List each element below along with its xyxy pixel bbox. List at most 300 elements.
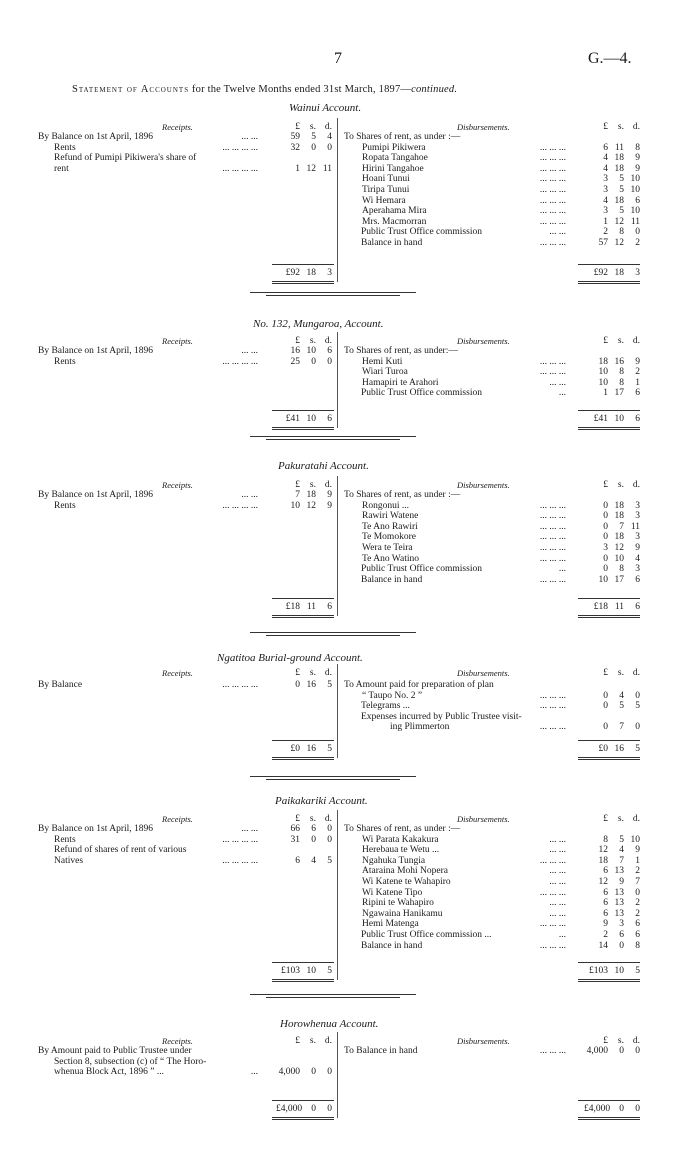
title-caps: Statement of Accounts [72,84,190,95]
receipt-amount-pence: 0 [327,142,332,153]
receipts-header: Receipts. [162,1036,193,1046]
receipt-amount [276,835,336,846]
receipt-amount-pounds: 7 [295,490,300,500]
receipt-amount [276,1067,336,1078]
dot-leader: ... ... ... [539,553,566,564]
disbursements-total [584,744,644,755]
disbursement-amount-pounds: 12 [598,845,608,856]
receipts-total-pounds: £41 [285,414,300,424]
currency-unit: £ [603,336,608,346]
disbursement-amount-shillings: 8 [619,564,624,575]
disbursement-amount-pounds: 1 [603,216,608,227]
disbursement-amount [584,532,644,543]
disbursement-amount-shillings: 10 [614,553,624,564]
receipt-amount-shillings: 5 [311,132,316,142]
receipt-item: By Amount paid to Public Trustee under [38,1046,192,1056]
receipts-total-pounds: £103 [281,966,300,976]
dot-leader: ... ... ... [539,142,566,153]
disbursement-amount-shillings: 5 [619,701,624,712]
section-separator [250,776,416,777]
disbursement-item: Te Ano Watino [362,553,419,564]
column-divider [337,476,338,616]
disbursements-total-shillings: 0 [619,1104,624,1114]
disbursement-amount-pence: 3 [635,532,640,543]
disbursement-amount-shillings: 6 [619,930,624,940]
dot-leader: ... ... ... [539,195,566,206]
dot-leader: ... ... ... [539,521,566,532]
disbursement-amount-pence: 2 [635,908,640,919]
disbursement-amount [584,227,644,238]
disbursement-amount [584,511,644,522]
disbursement-amount-pence: 9 [635,153,640,164]
disbursement-item: Public Trust Office commission [361,388,482,399]
receipt-item: Rents [54,500,76,511]
receipts-total-pence: 5 [327,966,332,976]
receipt-amount [276,680,336,691]
disbursements-total-shillings: 11 [614,602,624,612]
disbursements-total-rule [578,410,640,411]
disbursements-total [584,966,644,977]
disbursements-total-shillings: 18 [614,268,624,278]
disbursement-item: Aperahama Mira [362,206,427,217]
disbursements-currency-units [584,668,644,679]
column-divider [337,118,338,282]
receipt-amount-shillings: 0 [311,356,316,367]
disbursement-amount [584,522,644,533]
disbursement-amount-shillings: 8 [619,377,624,388]
receipts-total-shillings: 10 [306,414,316,424]
disbursements-total-double-rule [578,979,640,982]
receipt-amount-pence: 6 [327,346,332,356]
receipt-amount-shillings: 0 [311,1067,316,1078]
disbursement-amount-pounds: 4 [603,163,608,174]
dot-leader: ... ... ... [539,574,566,585]
account-title: Wainui Account. [289,102,362,114]
receipts-total-rule [272,1100,334,1101]
disbursement-item: Hoani Tunui [362,174,410,185]
disbursement-amount-pence: 9 [635,163,640,174]
currency-unit: s. [309,1036,316,1046]
receipt-amount [276,856,336,867]
receipts-header: Receipts. [162,814,193,824]
account-title: Paikakariki Account. [275,795,368,807]
section-separator [250,994,416,995]
disbursement-amount [584,164,644,175]
disbursement-amount [584,575,644,586]
disbursement-amount-shillings: 18 [614,195,624,206]
currency-unit: s. [309,336,316,346]
dot-leader: ... ... ... ... [222,163,258,174]
disbursements-total-pence: 5 [635,966,640,976]
dot-leader: ... ... ... [539,532,566,543]
receipts-total [276,1104,336,1115]
currency-unit: d. [632,668,640,678]
disbursement-amount-pence: 9 [635,845,640,856]
disbursement-amount-pounds: 6 [603,142,608,153]
currency-unit: d. [632,336,640,346]
disbursement-amount-pence: 6 [635,195,640,206]
receipts-total-pounds: £0 [290,744,300,754]
disbursement-item: To Amount paid for preparation of plan [344,680,494,690]
disbursements-total-double-rule [578,1117,640,1120]
disbursement-amount-pounds: 6 [603,866,608,877]
disbursement-amount-pounds: 0 [603,511,608,522]
disbursements-total-pounds: £4,000 [584,1104,611,1114]
disbursement-item: To Shares of rent, as under:— [344,346,458,356]
receipts-total-rule [272,962,334,963]
receipt-amount-pence: 5 [327,855,332,866]
disbursement-amount-pence: 9 [635,543,640,553]
receipt-item: whenua Block Act, 1896 ” ... [54,1067,165,1078]
receipt-amount-pence: 4 [327,132,332,142]
disbursement-amount-shillings: 11 [614,142,624,153]
disbursement-item: Public Trust Office commission ... [361,930,492,940]
disbursement-amount-shillings: 9 [619,877,624,887]
disbursements-total-shillings: 16 [614,744,624,754]
section-separator [250,436,416,437]
currency-unit: s. [617,480,624,490]
receipts-currency-units [276,1036,336,1047]
disbursement-item: Telegrams ... [361,701,410,712]
currency-unit: £ [603,668,608,678]
statement-title [72,84,457,95]
receipt-amount-pence: 9 [327,490,332,500]
disbursement-amount [584,543,644,554]
currency-unit: £ [295,336,300,346]
dot-leader: ... ... [549,834,566,845]
disbursement-amount [584,1046,644,1057]
receipt-amount-pounds: 1 [295,163,300,174]
account-title: No. 132, Mungaroa, Account. [253,318,384,330]
currency-unit: d. [632,814,640,824]
disbursement-amount-pounds: 6 [603,887,608,898]
receipt-item: Natives [54,855,84,866]
disbursement-amount [584,185,644,196]
disbursement-amount-pounds: 0 [603,500,608,511]
receipt-amount [276,132,336,143]
disbursement-amount-shillings: 13 [614,898,624,909]
disbursement-item: To Shares of rent, as under :— [344,132,461,142]
disbursement-item: Balance in hand [361,940,423,951]
disbursement-amount-pence: 2 [635,898,640,909]
receipt-amount [276,357,336,368]
disbursement-amount [584,701,644,712]
disbursement-item: “ Taupo No. 2 ” [362,690,423,701]
disbursement-amount-pence: 11 [630,521,640,532]
disbursement-amount-pence: 3 [635,564,640,575]
receipt-amount [276,824,336,835]
receipt-item: Section 8, subsection (c) of “ The Horo- [54,1056,207,1067]
disbursement-amount-shillings: 7 [619,521,624,532]
currency-unit: d. [324,814,332,824]
receipts-total-rule [272,598,334,599]
disbursement-amount-pence: 3 [635,500,640,511]
disbursement-amount-shillings: 8 [619,367,624,378]
disbursement-amount-pence: 10 [630,206,640,217]
disbursements-total [584,1104,644,1115]
disbursement-amount-shillings: 12 [614,543,624,553]
dot-leader: ... ... ... [539,722,566,733]
disbursements-total-pounds: £41 [593,414,608,424]
currency-unit: s. [309,480,316,490]
receipt-item: Rents [54,834,76,845]
receipt-amount-pence: 0 [327,834,332,845]
disbursements-total [584,268,644,279]
receipts-total-pence: 6 [327,414,332,424]
disbursement-item: Rongonui ... [362,500,409,511]
receipts-total-pence: 3 [327,268,332,278]
disbursement-amount-pence: 8 [635,940,640,951]
receipt-amount-pence: 0 [327,824,332,834]
disbursement-amount-pounds: 0 [603,564,608,575]
receipts-total-double-rule [272,1117,334,1120]
disbursement-amount-pence: 0 [635,227,640,238]
disbursement-item: Hemi Kuti [362,356,403,367]
disbursement-item: To Balance in hand [344,1046,418,1056]
account-title: Horowhenua Account. [280,1018,379,1030]
dot-leader: ... ... [241,490,258,500]
disbursement-amount-shillings: 5 [619,206,624,217]
disbursement-amount-shillings: 16 [614,356,624,367]
receipt-amount [276,490,336,501]
receipts-total-rule [272,264,334,265]
receipt-amount-pence: 0 [327,1067,332,1078]
disbursement-item: Wiari Turoa [362,367,408,378]
disbursement-amount-shillings: 13 [614,866,624,877]
dot-leader: ... ... [549,845,566,856]
currency-unit: s. [617,122,624,132]
disbursement-item: Wi Parata Kakakura [362,834,439,845]
receipt-item: By Balance on 1st April, 1896 [38,824,154,834]
account-title: Pakuratahi Account. [278,460,369,472]
receipt-item: Rents [54,356,76,367]
disbursement-amount-pence: 0 [635,722,640,733]
receipts-total-double-rule [272,615,334,618]
disbursement-amount-shillings: 3 [619,919,624,930]
receipts-total-pounds: £4,000 [276,1104,303,1114]
disbursements-currency-units [584,336,644,347]
receipts-total-double-rule [272,757,334,760]
receipt-amount-pence: 11 [322,163,332,174]
disbursements-header: Disbursements. [457,336,510,346]
disbursement-amount-pounds: 10 [598,574,608,585]
disbursement-amount-pounds: 0 [603,722,608,733]
currency-unit: £ [603,122,608,132]
receipt-item: Refund of Pumipi Pikiwera's share of [54,153,197,164]
dot-leader: ... ... [241,132,258,142]
disbursement-amount-pence: 1 [635,855,640,866]
disbursement-amount-pounds: 6 [603,908,608,919]
disbursement-amount-shillings: 7 [619,722,624,733]
disbursement-amount [584,691,644,702]
receipt-amount-shillings: 12 [306,163,316,174]
dot-leader: ... ... ... [539,940,566,951]
disbursement-amount-shillings: 17 [614,574,624,585]
disbursement-amount-pounds: 1 [603,388,608,399]
disbursement-amount-pounds: 0 [603,532,608,543]
disbursement-amount [584,388,644,399]
receipts-header: Receipts. [162,122,193,132]
column-divider [337,810,338,980]
currency-unit: s. [309,814,316,824]
disbursement-amount-pounds: 6 [603,898,608,909]
disbursements-total [584,602,644,613]
dot-leader: ... ... ... [539,1046,566,1056]
disbursement-amount-pounds: 0 [603,690,608,701]
disbursement-item: Wi Katene Tipo [362,887,423,898]
disbursement-item: Hemi Matenga [362,919,419,930]
account-title: Ngatitoa Burial-ground Account. [217,652,363,664]
disbursement-item: Te Momokore [362,532,416,543]
page-number: 7 [334,50,342,67]
receipt-item: rent [54,163,69,174]
disbursement-item: Ataraina Mohi Nopera [362,866,448,877]
disbursement-amount-pounds: 4 [603,195,608,206]
receipts-total [276,414,336,425]
dot-leader: ... ... ... [539,174,566,185]
disbursement-amount-pence: 7 [635,877,640,887]
dot-leader: ... ... ... [539,238,566,248]
disbursement-amount-shillings: 4 [619,845,624,856]
dot-leader: ... ... ... [539,163,566,174]
receipts-total-shillings: 0 [311,1104,316,1114]
receipts-total-double-rule [272,427,334,430]
disbursement-amount-pence: 0 [635,1046,640,1056]
section-separator-short [266,997,400,998]
disbursements-total-rule [578,598,640,599]
dot-leader: ... [558,930,566,940]
disbursement-amount [584,930,644,941]
title-rest: for the Twelve Months ended 31st March, 1897— [189,84,412,95]
disbursements-header: Disbursements. [457,668,510,678]
disbursement-amount-shillings: 13 [614,908,624,919]
receipt-amount-shillings: 0 [311,142,316,153]
receipt-amount-shillings: 10 [306,346,316,356]
receipt-amount-pounds: 10 [290,500,300,511]
disbursement-amount-shillings: 4 [619,690,624,701]
disbursement-item: Wi Katene te Wahapiro [362,877,451,887]
disbursements-total-pence: 6 [635,602,640,612]
disbursements-total-double-rule [578,615,640,618]
dot-leader: ... ... ... ... [222,680,258,690]
disbursement-amount [584,877,644,888]
currency-unit: d. [632,1036,640,1046]
disbursement-amount [584,845,644,856]
disbursement-item: Wi Hemara [362,195,406,206]
receipts-total-shillings: 10 [306,966,316,976]
section-separator-short [266,779,400,780]
disbursement-amount-pounds: 3 [603,185,608,195]
disbursement-amount-shillings: 0 [619,940,624,951]
receipt-amount-pounds: 25 [290,356,300,367]
disbursements-total-double-rule [578,281,640,284]
disbursements-total-pence: 5 [635,744,640,754]
receipts-header: Receipts. [162,668,193,678]
dot-leader: ... ... ... [539,543,566,553]
disbursement-amount-pounds: 10 [598,367,608,378]
disbursements-total-pounds: £0 [598,744,608,754]
dot-leader: ... ... [549,866,566,877]
disbursements-header: Disbursements. [457,480,510,490]
section-separator [250,632,416,633]
disbursement-amount-pence: 10 [630,174,640,185]
dot-leader: ... [558,388,566,399]
receipt-amount-pence: 5 [327,680,332,690]
currency-unit: £ [295,1036,300,1046]
disbursement-amount-shillings: 18 [614,511,624,522]
dot-leader: ... ... [549,898,566,909]
receipts-currency-units [276,668,336,679]
receipts-total-pence: 5 [327,744,332,754]
column-divider [337,332,338,428]
receipts-total-shillings: 11 [306,602,316,612]
disbursement-amount-pounds: 9 [603,919,608,930]
currency-unit: £ [603,814,608,824]
disbursement-amount [584,367,644,378]
disbursement-amount-pounds: 3 [603,206,608,217]
disbursements-total-pounds: £103 [589,966,608,976]
disbursement-amount-shillings: 5 [619,174,624,185]
disbursement-amount [584,143,644,154]
receipt-amount-shillings: 16 [306,680,316,690]
receipts-header: Receipts. [162,336,193,346]
disbursements-total [584,414,644,425]
disbursement-amount-pounds: 3 [603,174,608,185]
disbursement-amount-pounds: 10 [598,377,608,388]
receipts-total-pounds: £18 [285,602,300,612]
dot-leader: ... ... [549,877,566,887]
dot-leader: ... ... [241,346,258,356]
disbursement-amount [584,941,644,952]
disbursement-amount [584,866,644,877]
disbursement-amount-pounds: 4 [603,153,608,164]
disbursements-header: Disbursements. [457,1036,510,1046]
disbursement-amount [584,856,644,867]
disbursement-amount-shillings: 13 [614,887,624,898]
column-divider [337,1032,338,1118]
disbursements-total-pence: 0 [635,1104,640,1114]
disbursement-item: Balance in hand [361,238,423,248]
disbursements-total-pounds: £92 [593,268,608,278]
disbursement-amount [584,196,644,207]
dot-leader: ... ... [549,377,566,388]
dot-leader: ... ... [549,227,566,238]
disbursement-amount-shillings: 18 [614,532,624,543]
receipt-amount-pounds: 31 [290,834,300,845]
dot-leader: ... ... ... [539,356,566,367]
receipt-amount-pounds: 16 [290,346,300,356]
dot-leader: ... ... ... [539,367,566,378]
disbursement-amount-shillings: 12 [614,238,624,248]
disbursement-item: Te Ano Rawiri [362,521,418,532]
receipts-total-pounds: £92 [285,268,300,278]
disbursement-item: To Shares of rent, as under :— [344,490,461,500]
currency-unit: d. [324,336,332,346]
receipt-amount-shillings: 6 [311,824,316,834]
disbursements-total-shillings: 10 [614,414,624,424]
receipts-total-pence: 0 [327,1104,332,1114]
dot-leader: ... ... ... [539,206,566,217]
disbursement-amount-pence: 0 [635,887,640,898]
disbursements-total-shillings: 10 [614,966,624,976]
receipts-total-double-rule [272,281,334,284]
disbursement-amount-pence: 6 [635,388,640,399]
disbursement-amount-pence: 6 [635,930,640,940]
disbursement-amount [584,898,644,909]
disbursement-item: Ngahuka Tungia [362,855,426,866]
currency-unit: d. [324,122,332,132]
disbursement-amount-shillings: 0 [619,1046,624,1056]
